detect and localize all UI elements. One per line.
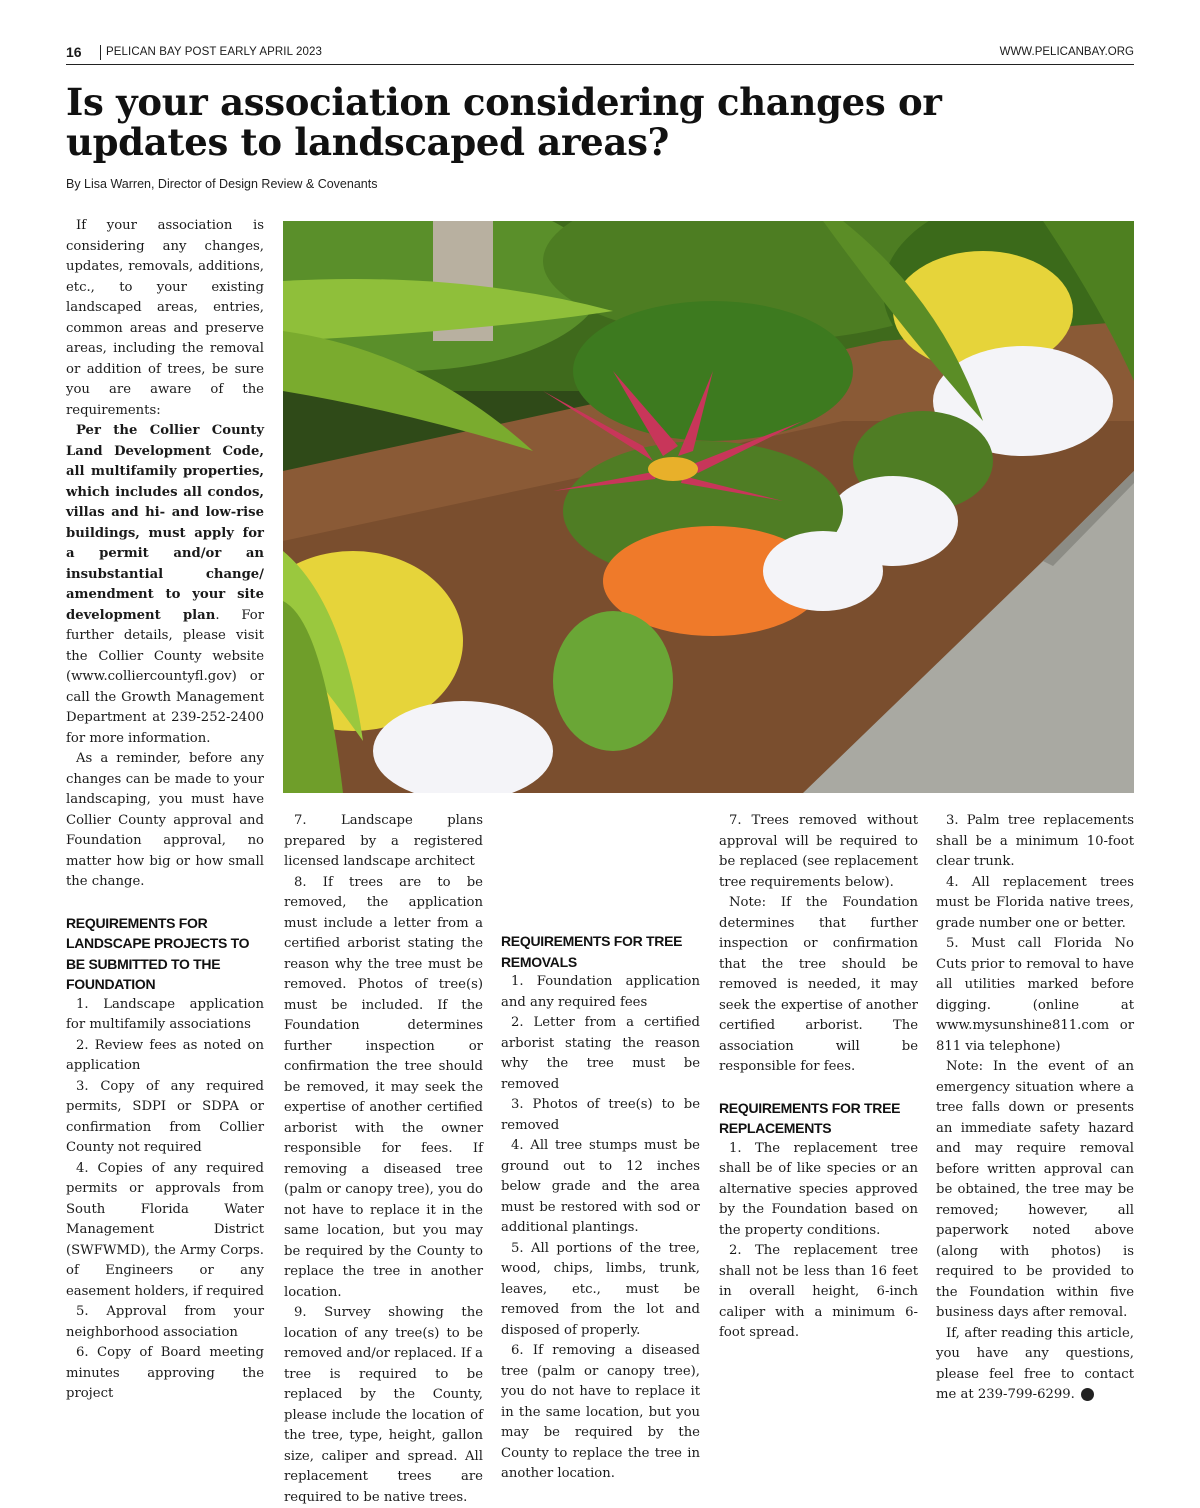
list-item: 1. The replacement tree shall be of like species or an alternative species approved by the Foundation based on the property conditions. [719, 1140, 918, 1238]
article-column-5 [936, 811, 1134, 1406]
list-item: 7. Landscape plans prepared by a registered licensed landscape architect [284, 813, 483, 869]
end-mark-icon [1081, 1388, 1094, 1401]
tree-removals-heading: REQUIREMENTS FOR TREE REMOVALS [501, 933, 683, 970]
list-item: 5. Approval from your neighborhood association [66, 1304, 264, 1340]
list-item: 4. All tree stumps must be ground out to 12 inches below grade and the area must be restored with sod or additional plantings. [501, 1138, 700, 1235]
list-item: 4. All replacement trees must be Florida native trees, grade number one or better. [936, 874, 1134, 931]
list-item: 3. Photos of tree(s) to be removed [501, 1097, 700, 1133]
list-item: 3. Palm tree replacements shall be a minimum 10-foot clear trunk. [936, 813, 1134, 869]
list-item: 8. If trees are to be removed, the application must include a letter from a certified arborist stating the reason why the tree must be removed. Photos of tree(s) must be included. If the Foundation determines further inspection or confirmation the tree should be removed, it may seek the expertise of another certified arborist with the owner responsible for fees. If removing a diseased tree (palm or canopy tree), you do not have to replace it in the same location, but you may be required by the County to replace the tree in another location. [284, 874, 483, 1300]
publication-line: PELICAN BAY POST EARLY APRIL 2023 [106, 46, 322, 58]
article-column-4 [719, 811, 918, 1344]
page-number: 16 [66, 44, 82, 60]
permit-paragraph [66, 421, 264, 749]
list-item: 3. Copy of any required permits, SDPI or SDPA or confirmation from Collier County not required [66, 1078, 264, 1155]
list-item: 4. Copies of any required permits or approvals from South Florida Water Management District (SWFWMD), the Army Corps. of Engineers or any easement holders, if required [66, 1160, 264, 1299]
list-item: 5. All portions of the tree, wood, chips, limbs, trunk, leaves, etc., must be removed from the lot and disposed of properly. [501, 1240, 700, 1338]
list-item: 2. Letter from a certified arborist stating the reason why the tree must be removed [501, 1015, 700, 1092]
tree-replacements-heading: REQUIREMENTS FOR TREE REPLACEMENTS [719, 1099, 901, 1136]
article-column-3 [501, 811, 700, 1485]
article-headline: Is your association considering changes or updates to landscaped areas? [66, 80, 942, 164]
garden-photo [283, 221, 1134, 793]
landscape-requirements-heading: REQUIREMENTS FOR LANDSCAPE PROJECTS TO BE SUBMITTED TO THE FOUNDATION [66, 914, 250, 992]
list-item: 1. Landscape application for multifamily associations [66, 996, 264, 1032]
permit-details: . For further details, please visit the Collier County website (www.colliercountyfl.gov) or call the Growth Management Department at 239-252-2400 for more information. [66, 607, 265, 746]
reminder-paragraph: As a reminder, before any changes can be made to your landscaping, you must have Collier County approval and Foundation approval, no matter how big or how small the change. [66, 751, 264, 889]
list-item: 6. Copy of Board meeting minutes approving the project [66, 1345, 264, 1401]
page-header [66, 44, 1134, 65]
article-column-2 [284, 811, 483, 1508]
article-column-1 [66, 216, 264, 1405]
list-item: 6. If removing a diseased tree (palm or canopy tree), you do not have to replace it in the same location, but you may be required by the County to replace the tree in another location. [501, 1343, 700, 1481]
closing-text: If, after reading this article, you have any questions, please feel free to contact me at 239-799-6299. [936, 1325, 1134, 1402]
list-item: 9. Survey showing the location of any tree(s) to be removed and/or replaced. If a tree is required to be replaced by the County, please include the location of the tree, type, height, gallon size, caliper and spread. All replacement trees are required to be native trees. [284, 1305, 483, 1505]
list-item: 5. Must call Florida No Cuts prior to removal to have all utilities marked before digging. (online at www.mysunshine811.com or 811 via telephone) [936, 936, 1134, 1054]
list-item: 1. Foundation application and any required fees [501, 974, 700, 1010]
list-item: 2. The replacement tree shall not be less than 16 feet in overall height, 6-inch caliper with a minimum 6-foot spread. [719, 1243, 918, 1340]
closing-paragraph [936, 1324, 1134, 1406]
permit-requirement-bold: Per the Collier County Land Development Code, all multifamily properties, which includes all condos, villas and hi- and low-rise buildings, must apply for a permit and/or an insubstantial change/ amendment to your site development plan [66, 423, 264, 623]
list-item: Note: If the Foundation determines that further inspection or confirmation that the tree should be removed is needed, it may seek the expertise of another certified arborist. The association will be responsible for fees. [719, 895, 918, 1074]
list-item: 2. Review fees as noted on application [66, 1037, 264, 1073]
website-url: WWW.PELICANBAY.ORG [999, 46, 1134, 58]
intro-paragraph: If your association is considering any changes, updates, removals, additions, etc., to your existing landscaped areas, entries, common areas and preserve areas, including the removal or addition of trees, be sure you are aware of the requirements: [66, 218, 264, 418]
list-item: 7. Trees removed without approval will be required to be replaced (see replacement tree requirements below). [719, 813, 918, 890]
list-item: Note: In the event of an emergency situation where a tree falls down or presents an immediate safety hazard and may require removal before written approval can be obtained, the tree may be removed; however, all paperwork noted above (along with photos) is required to be provided to the Foundation within five business days after removal. [936, 1059, 1134, 1320]
article-byline: By Lisa Warren, Director of Design Review & Covenants [66, 177, 378, 191]
header-divider [100, 45, 101, 60]
